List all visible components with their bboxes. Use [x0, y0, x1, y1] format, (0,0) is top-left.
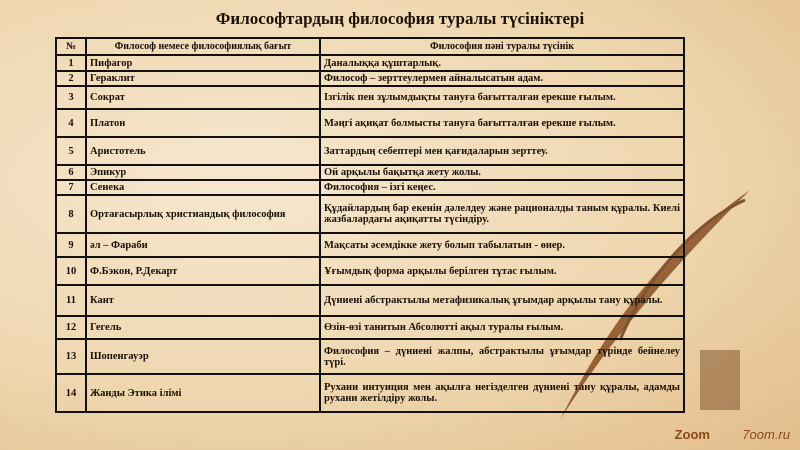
- philosopher-name: Сократ: [86, 86, 320, 109]
- watermark-site: 7oom.ru: [742, 427, 790, 442]
- philosophers-table: [55, 37, 685, 413]
- philosophy-concept: Философ – зерттеулермен айналысатын адам.: [320, 71, 684, 86]
- philosophy-concept: Мақсаты әсемдікке жету болып табылатын - өнер.: [320, 233, 684, 257]
- table-row: [56, 109, 684, 137]
- zoom-logo: Zoom: [674, 427, 710, 442]
- row-number: 7: [56, 180, 86, 195]
- header-number: №: [56, 38, 86, 55]
- philosophy-concept: Құдайлардың бар екенін дәлелдеу және рационалды таным құралы. Киелі жазбалардағы ақиқатты түсіндіру.: [320, 195, 684, 233]
- philosopher-name: Шопенгауэр: [86, 339, 320, 374]
- page-title: Философтардың философия туралы түсініктері: [215, 9, 585, 28]
- row-number: 2: [56, 71, 86, 86]
- philosophy-concept: Ой арқылы бақытқа жету жолы.: [320, 165, 684, 180]
- philosophy-concept: Рухани интуиция мен ақылға негізделген дүниені тану құралы, адамды рухани жетілдіру жолы.: [320, 374, 684, 412]
- philosopher-name: Сенека: [86, 180, 320, 195]
- table-row: [56, 374, 684, 412]
- row-number: 13: [56, 339, 86, 374]
- row-number: 14: [56, 374, 86, 412]
- philosophy-concept: Ұғымдық форма арқылы берілген тұтас ғылым.: [320, 257, 684, 285]
- table-row: [56, 285, 684, 316]
- table-row: [56, 71, 684, 86]
- philosophy-concept: Философия – ізгі кеңес.: [320, 180, 684, 195]
- philosopher-name: Эпикур: [86, 165, 320, 180]
- row-number: 4: [56, 109, 86, 137]
- table-row: [56, 233, 684, 257]
- table-row: [56, 316, 684, 339]
- philosopher-name: Платон: [86, 109, 320, 137]
- table-row: [56, 257, 684, 285]
- row-number: 12: [56, 316, 86, 339]
- philosopher-name: Аристотель: [86, 137, 320, 165]
- philosopher-name: Ф.Бэкон, Р.Декарт: [86, 257, 320, 285]
- philosophy-concept: Дүниені абстрактылы метафизикалық ұғымдар арқылы тану құралы.: [320, 285, 684, 316]
- header-philosopher: Философ немесе философиялық бағыт: [86, 38, 320, 55]
- philosopher-name: Гераклит: [86, 71, 320, 86]
- table-row: [56, 137, 684, 165]
- philosopher-name: Кант: [86, 285, 320, 316]
- row-number: 10: [56, 257, 86, 285]
- philosopher-name: Пифагор: [86, 55, 320, 71]
- header-concept: Философия пәні туралы түсінік: [320, 38, 684, 55]
- row-number: 5: [56, 137, 86, 165]
- philosopher-name: Жанды Этика ілімі: [86, 374, 320, 412]
- table-row: [56, 180, 684, 195]
- table-header-row: [56, 38, 684, 55]
- row-number: 1: [56, 55, 86, 71]
- philosopher-name: Гегель: [86, 316, 320, 339]
- philosophy-concept: Даналыққа құштарлық.: [320, 55, 684, 71]
- table-row: [56, 55, 684, 71]
- philosophy-concept: Философия – дүниені жалпы, абстрактылы ұғымдар түрінде бейнелеу түрі.: [320, 339, 684, 374]
- table-row: [56, 195, 684, 233]
- row-number: 11: [56, 285, 86, 316]
- table-row: [56, 165, 684, 180]
- table-row: [56, 339, 684, 374]
- row-number: 9: [56, 233, 86, 257]
- philosophy-concept: Заттардың себептері мен қағидаларын зерттеу.: [320, 137, 684, 165]
- philosophy-concept: Ізгілік пен зұлымдықты тануға бағытталған ерекше ғылым.: [320, 86, 684, 109]
- philosopher-name: Ортағасырлық христиандық философия: [86, 195, 320, 233]
- row-number: 3: [56, 86, 86, 109]
- philosopher-name: әл – Фараби: [86, 233, 320, 257]
- philosophy-concept: Өзін-өзі танитын Абсолютті ақыл туралы ғылым.: [320, 316, 684, 339]
- row-number: 8: [56, 195, 86, 233]
- row-number: 6: [56, 165, 86, 180]
- philosophy-concept: Мәңгі ақиқат болмысты тануға бағытталған ерекше ғылым.: [320, 109, 684, 137]
- table-row: [56, 86, 684, 109]
